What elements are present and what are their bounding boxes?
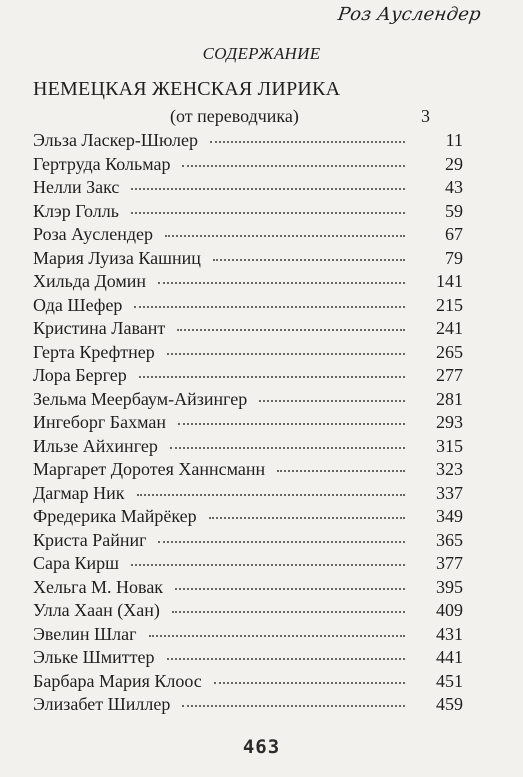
toc-entry-page: 43 — [445, 177, 463, 197]
toc-entry-name: Лора Бергер — [33, 365, 127, 385]
toc-entry — [33, 271, 463, 293]
page-number: 463 — [242, 736, 281, 758]
toc-entry — [33, 412, 463, 434]
toc-entry — [33, 694, 463, 716]
toc-entry-page: 293 — [436, 412, 463, 432]
toc-entry-name: Фредерика Майрёкер — [33, 506, 197, 526]
toc-entry-page: 431 — [436, 623, 463, 644]
toc-entry — [33, 671, 463, 693]
toc-entry-page: 409 — [436, 600, 463, 620]
toc-entry — [33, 553, 463, 575]
contents-title: СОДЕРЖАНИЕ — [202, 44, 321, 63]
toc-entry-page: 265 — [436, 341, 463, 362]
toc-entry-name: Сара Кирш — [33, 553, 119, 573]
toc-leader-dots — [165, 235, 405, 237]
toc-entry — [33, 389, 463, 411]
toc-entry-page: 277 — [436, 365, 463, 385]
toc-leader-dots — [158, 282, 405, 284]
toc-entry-name: Эвелин Шлаг — [33, 623, 137, 644]
intro-page-number: 3 — [421, 106, 430, 126]
toc-entry-page: 79 — [445, 247, 463, 268]
toc-entry-name: Ингеборг Бахман — [33, 412, 167, 432]
toc-entry — [33, 342, 463, 364]
toc-entry-name: Гертруда Кольмар — [33, 153, 171, 174]
toc-leader-dots — [209, 517, 405, 519]
toc-entry-name: Нелли Закс — [33, 177, 120, 197]
toc-entry-name: Улла Хаан (Хан) — [33, 600, 160, 620]
toc-entry-name: Элизабет Шиллер — [33, 694, 171, 714]
toc-entry-name: Эльза Ласкер-Шюлер — [33, 130, 199, 150]
toc-entry-page: 29 — [445, 153, 463, 174]
toc-entry-name: Ильзе Айхингер — [33, 435, 158, 456]
toc-entry-name: Хильда Домин — [33, 271, 147, 291]
toc-entry-page: 337 — [436, 482, 463, 503]
toc-leader-dots — [149, 635, 405, 637]
toc-entry-page: 441 — [436, 647, 463, 667]
toc-entry-page: 215 — [436, 294, 463, 315]
toc-entry — [33, 177, 463, 199]
toc-entry-name: Клэр Голль — [33, 200, 119, 221]
toc-entry-page: 241 — [436, 318, 463, 338]
toc-leader-dots — [277, 470, 405, 472]
toc-entry-page: 67 — [445, 224, 463, 244]
toc-entry-name: Мария Луиза Кашниц — [33, 247, 201, 268]
toc-leader-dots — [158, 541, 405, 543]
toc-entry-name: Ода Шефер — [33, 294, 123, 315]
toc-entry-page: 281 — [436, 388, 463, 409]
toc-entry — [33, 577, 463, 599]
toc-leader-dots — [177, 329, 405, 331]
toc-entry-page: 395 — [436, 576, 463, 597]
toc-entry-name: Дагмар Ник — [33, 482, 125, 503]
toc-leader-dots — [137, 494, 405, 496]
toc-entry — [33, 201, 463, 223]
toc-entry — [33, 624, 463, 646]
toc-entry — [33, 459, 463, 481]
toc-entry — [33, 295, 463, 317]
toc-entry — [33, 600, 463, 622]
toc-entry-page: 315 — [436, 435, 463, 456]
toc-entry-name: Зельма Меербаум-Айзингер — [33, 388, 248, 409]
toc-entry-name: Маргарет Доротея Ханнсманн — [33, 459, 266, 479]
toc-entry — [33, 130, 463, 152]
header-signature: Роз Ауслендер — [336, 4, 483, 25]
toc-entry-name: Роза Ауслендер — [33, 224, 154, 244]
toc-leader-dots — [175, 588, 405, 590]
toc-entry-page: 459 — [436, 694, 463, 714]
toc-entry-name: Барбара Мария Клоос — [33, 670, 202, 691]
toc-leader-dots — [182, 705, 405, 707]
toc-entry-name: Герта Крефтнер — [33, 341, 155, 362]
toc-entry — [33, 647, 463, 669]
toc-leader-dots — [182, 165, 405, 167]
toc-entry-page: 349 — [436, 506, 463, 526]
toc-leader-dots — [134, 306, 405, 308]
toc-leader-dots — [170, 447, 405, 449]
toc-leader-dots — [131, 212, 405, 214]
toc-leader-dots — [172, 611, 405, 613]
toc-entry — [33, 365, 463, 387]
intro-line — [170, 106, 430, 127]
toc-entry — [33, 224, 463, 246]
toc-leader-dots — [259, 400, 405, 402]
toc-leader-dots — [167, 658, 405, 660]
toc-entry-page: 451 — [436, 670, 463, 691]
toc-entry — [33, 154, 463, 176]
toc-leader-dots — [178, 423, 405, 425]
toc-entry — [33, 436, 463, 458]
toc-entry-page: 11 — [445, 130, 463, 150]
toc-entry-name: Криста Райниг — [33, 529, 147, 550]
intro-label: (от переводчика) — [170, 106, 299, 126]
toc-entry-page: 377 — [436, 553, 463, 573]
toc-entry-name: Эльке Шмиттер — [33, 647, 155, 667]
toc-entry-name: Кристина Лавант — [33, 318, 166, 338]
toc-entry-page: 365 — [436, 529, 463, 550]
toc-leader-dots — [167, 353, 405, 355]
toc-entry-name: Хельга М. Новак — [33, 576, 164, 597]
toc-leader-dots — [131, 188, 405, 190]
toc-entry — [33, 506, 463, 528]
toc-entry — [33, 530, 463, 552]
toc-leader-dots — [213, 259, 405, 261]
toc-entry-page: 141 — [436, 271, 463, 291]
toc-entry — [33, 483, 463, 505]
toc-entry-page: 59 — [445, 200, 463, 221]
toc-leader-dots — [139, 376, 405, 378]
toc-leader-dots — [210, 141, 405, 143]
toc-entry — [33, 318, 463, 340]
section-title: НЕМЕЦКАЯ ЖЕНСКАЯ ЛИРИКА — [33, 78, 341, 100]
toc-entry — [33, 248, 463, 270]
toc-leader-dots — [131, 564, 405, 566]
toc-entry-page: 323 — [436, 459, 463, 479]
toc-leader-dots — [214, 682, 405, 684]
